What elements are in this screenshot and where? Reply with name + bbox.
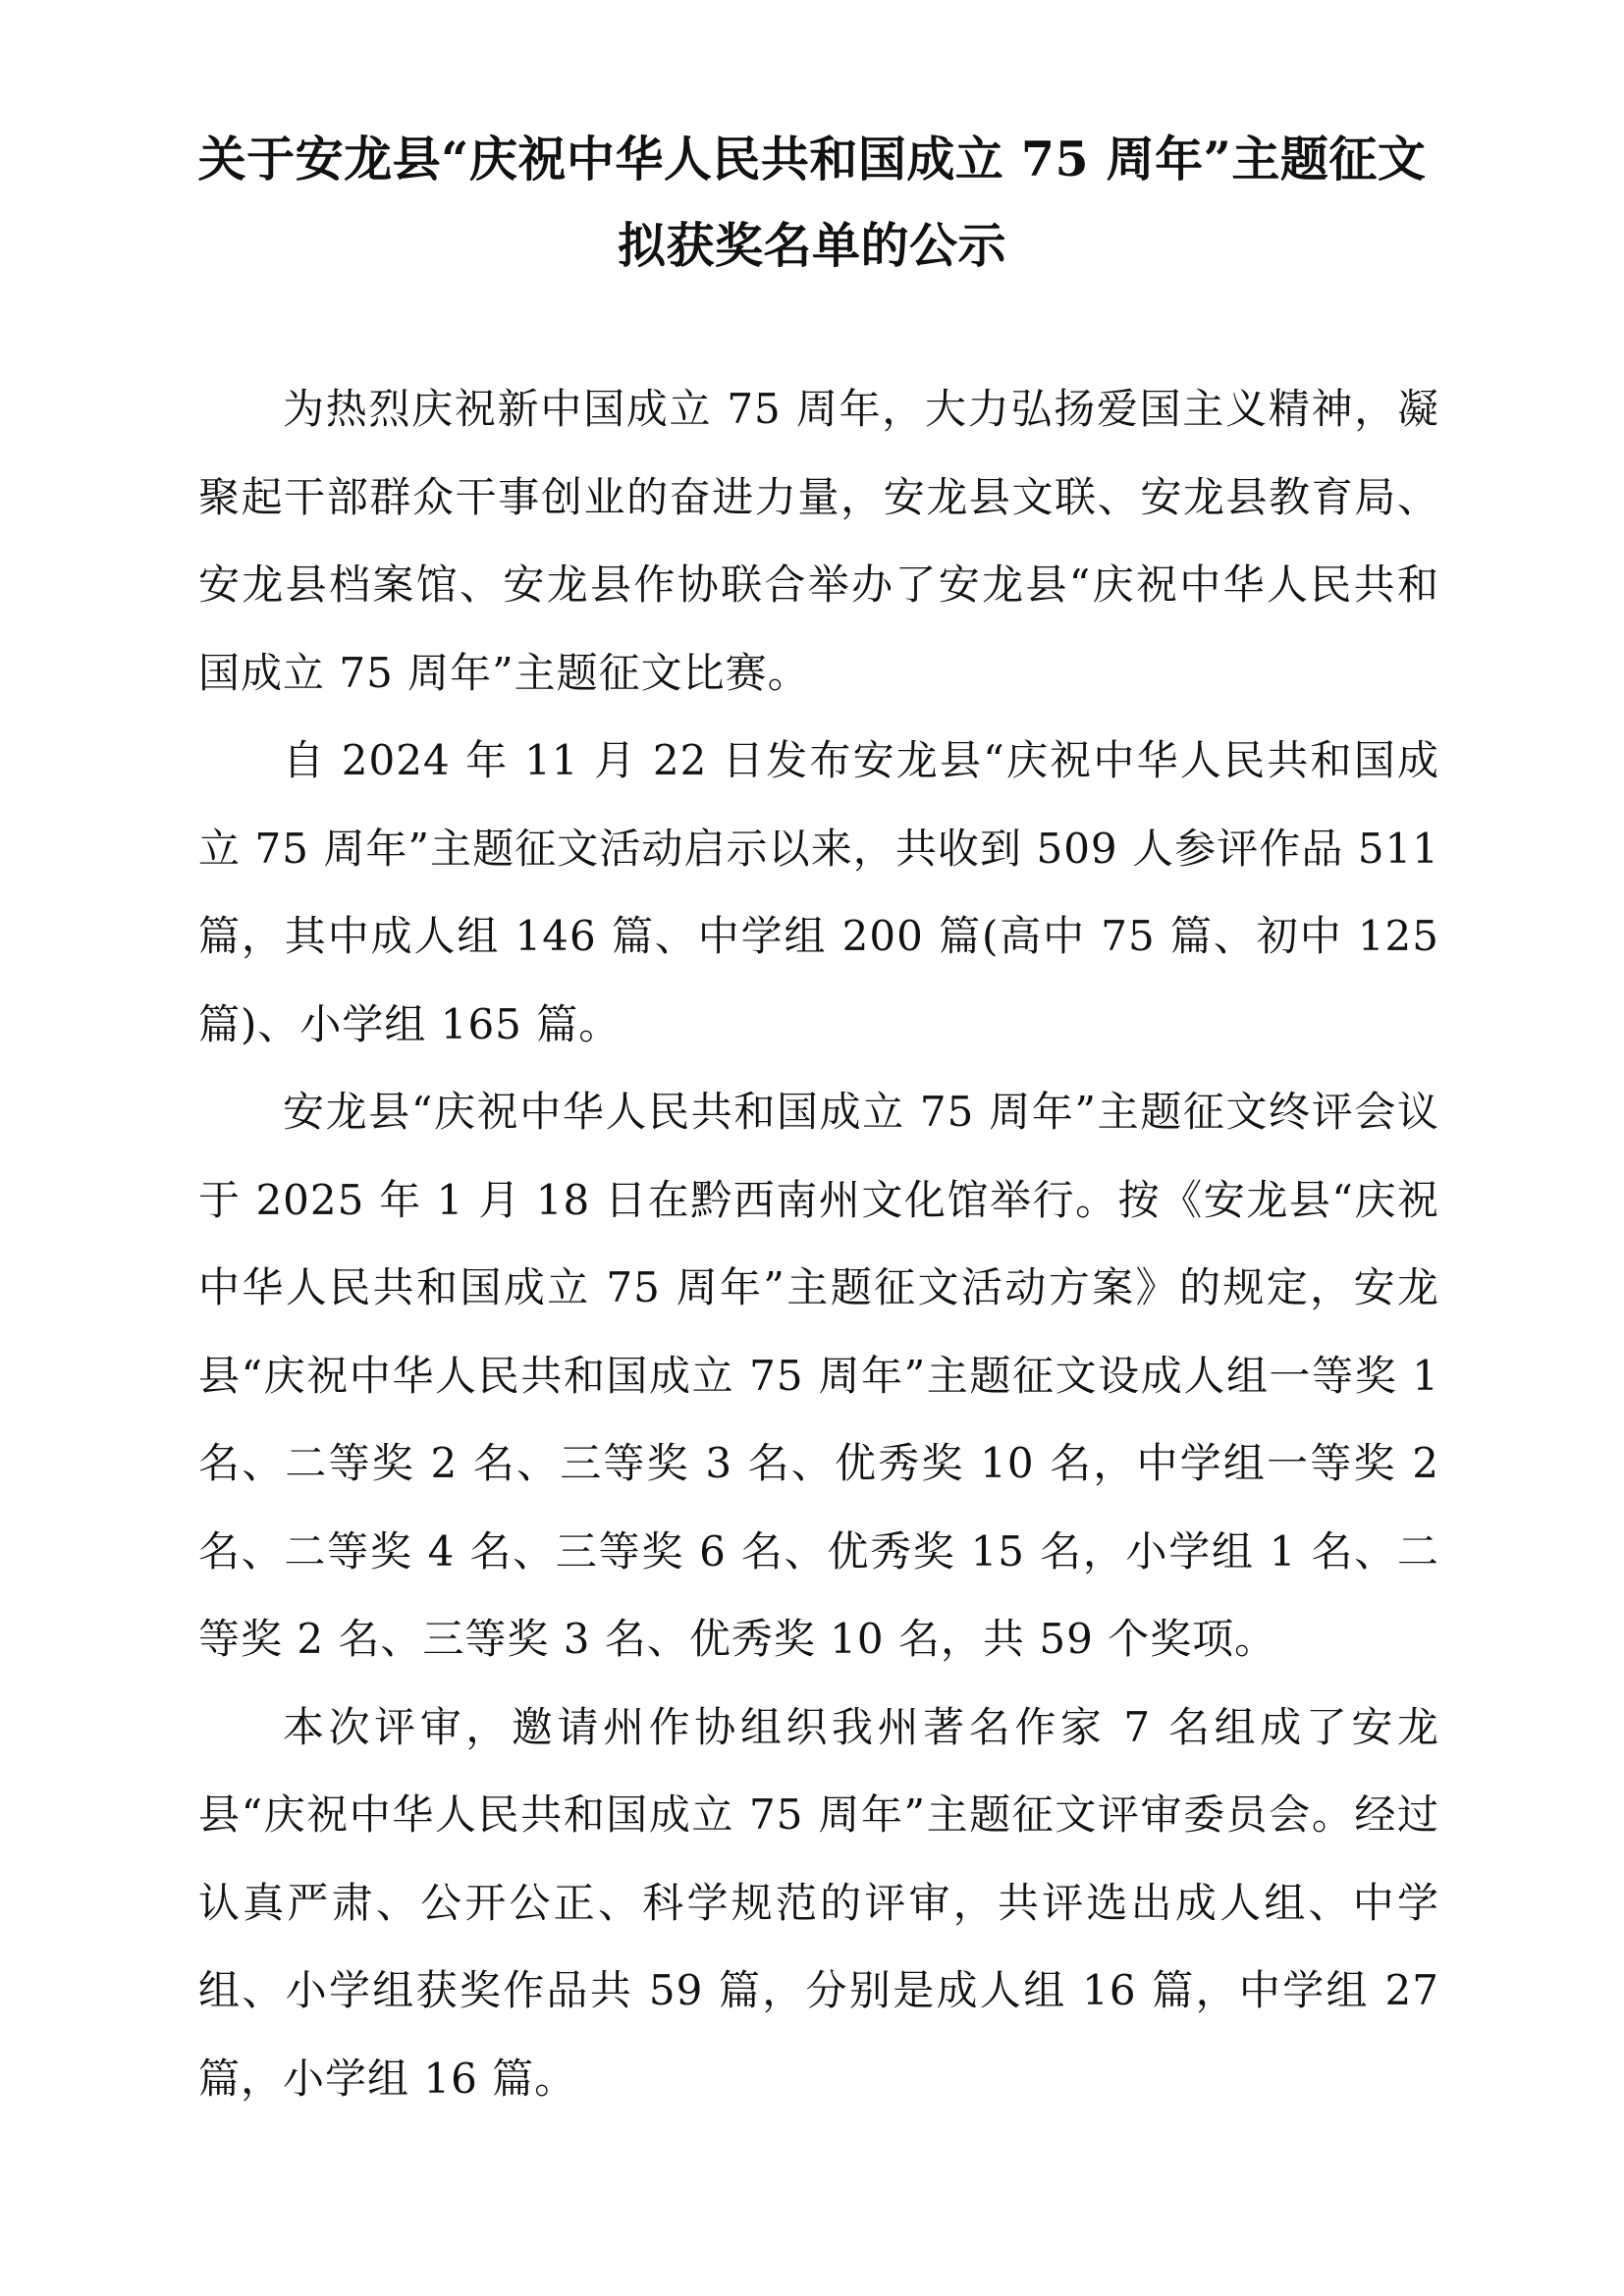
- paragraph-intro: 为热烈庆祝新中国成立 75 周年，大力弘扬爱国主义精神，凝聚起干部群众干事创业的奋进力量，安龙县文联、安龙县教育局、安龙县档案馆、安龙县作协联合举办了安龙县“庆祝中华人民共和国成立 75 周年”主题征文比赛。: [198, 385, 1439, 697]
- document-body: [198, 365, 1439, 2122]
- document-title: [147, 116, 1477, 289]
- title-line-2: 拟获奖名单的公示: [617, 217, 1006, 274]
- paragraph-submissions: 自 2024 年 11 月 22 日发布安龙县“庆祝中华人民共和国成立 75 周年”主题征文活动启示以来，共收到 509 人参评作品 511 篇，其中成人组 146 篇、中学组 200 篇(高中 75 篇、初中 125 篇)、小学组 165 篇。: [198, 736, 1439, 1048]
- paragraph-awards: 安龙县“庆祝中华人民共和国成立 75 周年”主题征文终评会议于 2025 年 1 月 18 日在黔西南州文化馆举行。按《安龙县“庆祝中华人民共和国成立 75 周年”主题征文活动方案》的规定，安龙县“庆祝中华人民共和国成立 75 周年”主题征文设成人组一等奖 1 名、二等奖 2 名、三等奖 3 名、优秀奖 10 名，中学组一等奖 2 名、二等奖 4 名、三等奖 6 名、优秀奖 15 名，小学组 1 名、二等奖 2 名、三等奖 3 名、优秀奖 10 名，共 59 个奖项。: [198, 1088, 1439, 1663]
- title-line-1: 关于安龙县“庆祝中华人民共和国成立 75 周年”主题征文: [197, 131, 1427, 187]
- paragraph-review: 本次评审，邀请州作协组织我州著名作家 7 名组成了安龙县“庆祝中华人民共和国成立 75 周年”主题征文评审委员会。经过认真严肃、公开公正、科学规范的评审，共评选出成人组、中学组、小学组获奖作品共 59 篇，分别是成人组 16 篇，中学组 27 篇，小学组 16 篇。: [198, 1702, 1439, 2103]
